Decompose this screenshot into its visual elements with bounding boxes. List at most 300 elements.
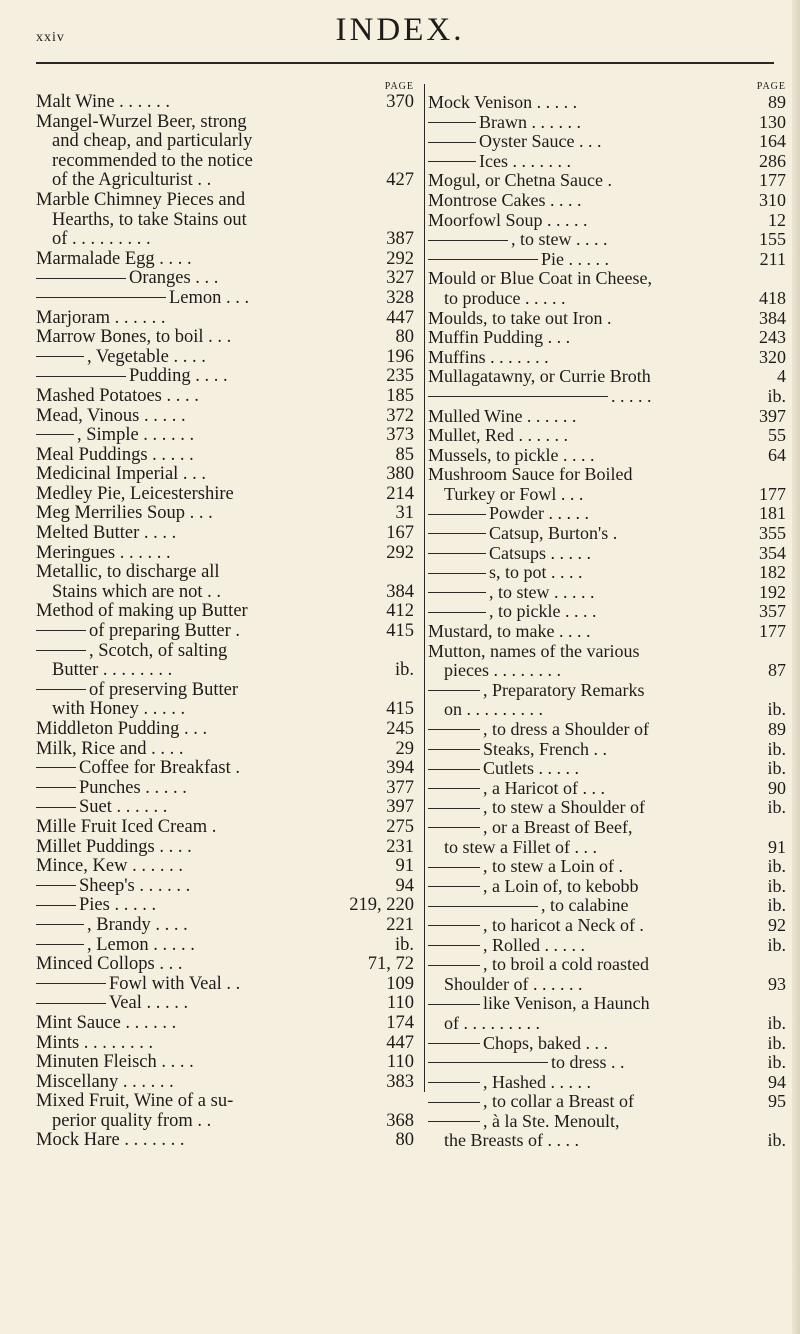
page-number: 90 (768, 777, 786, 798)
entry-text: Coffee for Breakfast . (79, 758, 240, 779)
index-entry (428, 1014, 794, 1034)
index-entry (36, 975, 422, 995)
entry-text: Suet . . . . . . (79, 797, 168, 818)
entry-text: Marjoram . . . . . . (36, 307, 166, 328)
index-entry (36, 661, 422, 681)
entry-text: Mints . . . . . . . . (36, 1032, 154, 1053)
index-entry (428, 171, 794, 191)
page-number: 370 (386, 92, 414, 112)
entry-text: , Brandy . . . . (87, 914, 188, 935)
index-entry (428, 740, 794, 760)
entry-text: Steaks, French . . (483, 738, 607, 759)
ditto-dash (428, 965, 480, 966)
entry-text: Medley Pie, Leicestershire (36, 483, 234, 504)
ditto-dash (36, 944, 84, 945)
entry-text: Marble Chimney Pieces and (36, 189, 246, 210)
page-number: 231 (386, 836, 414, 857)
header-rule (36, 62, 774, 64)
page-number: 80 (395, 1130, 414, 1151)
index-entry (36, 348, 422, 368)
entry-text: Mustard, to make . . . . (428, 621, 591, 642)
entry-text: Catsup, Burton's . (489, 523, 618, 544)
index-entry (36, 407, 422, 427)
page-number: 427 (386, 170, 414, 191)
entry-text: Meg Merrilies Soup . . . (36, 503, 213, 524)
index-entry (36, 1014, 422, 1034)
page-number: 372 (386, 405, 414, 426)
entry-text: , to broil a cold roasted (483, 954, 649, 975)
entry-text: Powder . . . . . (489, 503, 589, 524)
entry-text: , Hashed . . . . . (483, 1071, 591, 1092)
entry-text: of . . . . . . . . . (444, 1012, 540, 1033)
page-number: 87 (768, 660, 786, 681)
page-number: 397 (759, 405, 786, 426)
entry-text: perior quality from . . (52, 1110, 212, 1131)
page-number: 384 (386, 581, 414, 602)
entry-text: of . . . . . . . . . (52, 229, 151, 250)
page-number: 384 (759, 307, 786, 328)
index-entry (428, 955, 794, 975)
index-entry (428, 916, 794, 936)
index-entry (428, 132, 794, 152)
entry-text: pieces . . . . . . . . (444, 660, 561, 681)
page-number: 91 (768, 836, 786, 857)
index-entry (428, 1034, 794, 1054)
ditto-dash (36, 905, 76, 906)
ditto-dash (428, 573, 486, 574)
index-entry (36, 798, 422, 818)
index-entry (36, 622, 422, 642)
ditto-dash (428, 808, 480, 809)
entry-text: , to collar a Breast of (483, 1091, 634, 1112)
ditto-dash (428, 259, 538, 260)
page-number: 177 (759, 483, 786, 504)
entry-text: Catsups . . . . . (489, 542, 592, 563)
page-number: 245 (386, 719, 414, 739)
index-entry (36, 759, 422, 779)
index-entry (36, 818, 422, 838)
entry-text: Muffins . . . . . . . (428, 346, 549, 367)
page-number: 110 (386, 1052, 414, 1073)
ditto-dash (36, 767, 76, 768)
entry-text: Mint Sauce . . . . . . (36, 1012, 177, 1033)
entry-text: Mutton, names of the various (428, 640, 640, 661)
entry-text: Mille Fruit Iced Cream . (36, 816, 217, 837)
page-number: 109 (386, 973, 414, 994)
entry-text: , Scotch, of salting (89, 640, 228, 661)
page-number: 357 (759, 601, 786, 622)
index-entry (428, 994, 794, 1014)
entry-text: Mulled Wine . . . . . . (428, 405, 577, 426)
page-number: ib. (767, 1032, 786, 1053)
ditto-dash (36, 650, 86, 651)
index-entry (36, 426, 422, 446)
index-entry (428, 661, 794, 681)
entry-text: to dress . . (551, 1052, 625, 1073)
entry-text: Hearths, to take Stains out (52, 209, 247, 230)
index-entry (428, 700, 794, 720)
page-number: 235 (386, 366, 414, 387)
page-number: ib. (767, 856, 786, 877)
page-number: 219, 220 (349, 895, 414, 916)
page-number: 447 (386, 307, 414, 328)
ditto-dash (428, 945, 480, 946)
page-number: 377 (386, 777, 414, 798)
index-entry (428, 759, 794, 779)
index-entry (428, 896, 794, 916)
index-entry (36, 211, 422, 231)
entry-text: , to haricot a Neck of . (483, 914, 644, 935)
entry-text: Punches . . . . . (79, 777, 187, 798)
ditto-dash (36, 297, 166, 298)
entry-text: , Preparatory Remarks (483, 679, 645, 700)
index-entry (36, 132, 422, 152)
page-number: 164 (759, 131, 786, 152)
page-number: 174 (386, 1012, 414, 1033)
index-entry (428, 857, 794, 877)
entry-text: Montrose Cakes . . . . (428, 189, 582, 210)
entry-text: Mullagatawny, or Currie Broth (428, 366, 651, 387)
index-entry (428, 504, 794, 524)
index-entry (428, 485, 794, 505)
ditto-dash (428, 612, 486, 613)
ditto-dash (428, 396, 608, 397)
index-entry (36, 563, 422, 583)
entry-text: Minced Collops . . . (36, 954, 183, 975)
ditto-dash (36, 376, 126, 377)
ditto-dash (428, 925, 480, 926)
index-entry (36, 269, 422, 289)
index-entry (36, 446, 422, 466)
page-number: 412 (386, 601, 414, 622)
page-number: 167 (386, 523, 414, 544)
entry-text: , Rolled . . . . . (483, 934, 585, 955)
index-entry (36, 524, 422, 544)
ditto-dash (36, 787, 76, 788)
page-number: 415 (386, 699, 414, 720)
entry-text: like Venison, a Haunch (483, 993, 650, 1014)
entry-text: with Honey . . . . . (52, 699, 186, 720)
entry-text: Mogul, or Chetna Sauce . (428, 170, 612, 191)
index-entry (36, 720, 422, 740)
page-number: 387 (386, 229, 414, 250)
page-number: 292 (386, 248, 414, 269)
index-entry (428, 798, 794, 818)
ditto-dash (36, 924, 84, 925)
index-entry (428, 191, 794, 211)
entry-text: Sheep's . . . . . . (79, 875, 191, 896)
entry-text: on . . . . . . . . . (444, 699, 543, 720)
entry-text: Melted Butter . . . . (36, 523, 177, 544)
ditto-dash (36, 356, 84, 357)
entry-text: Butter . . . . . . . . (52, 660, 173, 681)
entry-text: Meal Puddings . . . . . (36, 444, 194, 465)
index-entry (428, 93, 794, 113)
index-entry (428, 152, 794, 172)
index-entry (36, 485, 422, 505)
index-entry (36, 1073, 422, 1093)
ditto-dash (428, 514, 486, 515)
entry-text: Mock Venison . . . . . (428, 92, 578, 112)
page-number: 95 (768, 1091, 786, 1112)
index-entry (428, 779, 794, 799)
page-number: ib. (767, 738, 786, 759)
page-number: 31 (395, 503, 414, 524)
index-entry (36, 1131, 422, 1151)
index-entry (36, 1092, 422, 1112)
ditto-dash (428, 1062, 548, 1063)
page-edge (792, 0, 800, 1334)
index-entry (428, 818, 794, 838)
entry-text: Meringues . . . . . . (36, 542, 171, 563)
page-number: 286 (759, 150, 786, 171)
index-entry (428, 250, 794, 270)
page-title: INDEX. (335, 12, 465, 48)
ditto-dash (36, 885, 76, 886)
index-entry (428, 642, 794, 662)
entry-text: of the Agriculturist . . (52, 170, 212, 191)
entry-text: Miscellany . . . . . . (36, 1071, 174, 1092)
entry-text: s, to pot . . . . (489, 562, 583, 583)
index-entry (36, 994, 422, 1014)
page-number: 310 (759, 189, 786, 210)
page-number: 275 (386, 816, 414, 837)
page-number: 55 (768, 425, 786, 446)
page-number: 211 (759, 248, 786, 269)
entry-text: , Lemon . . . . . (87, 934, 195, 955)
index-entry (428, 269, 794, 289)
entry-text: , Simple . . . . . . (77, 425, 195, 446)
page-number: 94 (395, 875, 414, 896)
page-number: 355 (759, 523, 786, 544)
index-entry (36, 230, 422, 250)
ditto-dash (428, 1004, 480, 1005)
index-entry (36, 250, 422, 270)
page-number: 89 (768, 92, 786, 112)
index-entry (36, 740, 422, 760)
index-entry (36, 171, 422, 191)
page-number: 89 (768, 719, 786, 739)
page-number: 196 (386, 346, 414, 367)
page-column-label: PAGE (756, 81, 786, 92)
ditto-dash (428, 122, 476, 123)
entry-text: , to stew . . . . (511, 229, 608, 250)
index-entry (36, 916, 422, 936)
page-number: 155 (759, 229, 786, 250)
ditto-dash (36, 1003, 106, 1004)
page-number: 177 (759, 621, 786, 642)
index-entry (428, 1092, 794, 1112)
index-entry (36, 1034, 422, 1054)
page-number: ib. (767, 385, 786, 406)
entry-text: Pies . . . . . (79, 895, 157, 916)
entry-text: Turkey or Fowl . . . (444, 483, 584, 504)
entry-text: Shoulder of . . . . . . (444, 973, 583, 994)
page-number: 4 (777, 366, 786, 387)
index-entry (428, 583, 794, 603)
entry-text: Method of making up Butter (36, 601, 248, 622)
page-number: 328 (386, 287, 414, 308)
index-entry (428, 426, 794, 446)
entry-text: Fowl with Veal . . (109, 973, 241, 994)
entry-text: , to dress a Shoulder of (483, 719, 649, 739)
page-number: ib. (767, 1130, 786, 1151)
page-number: ib. (767, 895, 786, 916)
index-entry (36, 289, 422, 309)
index-entry (36, 642, 422, 662)
ditto-dash (428, 1102, 480, 1103)
ditto-dash (428, 533, 486, 534)
entry-text: , to stew a Shoulder of (483, 797, 645, 818)
page-number: ib. (767, 1012, 786, 1033)
entry-text: to stew a Fillet of . . . (444, 836, 597, 857)
index-entry (428, 1073, 794, 1093)
page-number: 292 (386, 542, 414, 563)
page-number: 320 (759, 346, 786, 367)
index-entry (36, 191, 422, 211)
entry-text: Pie . . . . . (541, 248, 610, 269)
page-number: 94 (768, 1071, 786, 1092)
index-entry (36, 700, 422, 720)
page-folio: xxiv (36, 30, 65, 45)
index-entry (428, 544, 794, 564)
ditto-dash (428, 240, 508, 241)
index-entry (428, 524, 794, 544)
ditto-dash (428, 867, 480, 868)
entry-text: , a Haricot of . . . (483, 777, 605, 798)
entry-text: Marmalade Egg . . . . (36, 248, 192, 269)
index-entry (428, 309, 794, 329)
index-entry (428, 367, 794, 387)
entry-text: Cutlets . . . . . (483, 758, 580, 779)
index-entry (36, 152, 422, 172)
entry-text: Stains which are not . . (52, 581, 222, 602)
page-number: 373 (386, 425, 414, 446)
entry-text: Malt Wine . . . . . . (36, 92, 171, 112)
ditto-dash (428, 729, 480, 730)
index-entry (428, 230, 794, 250)
entry-text: Moorfowl Soup . . . . . (428, 209, 588, 230)
entry-text: Oyster Sauce . . . (479, 131, 602, 152)
index-column-right (428, 80, 794, 1151)
page-number: ib. (767, 699, 786, 720)
ditto-dash (36, 983, 106, 984)
entry-text: Moulds, to take out Iron . (428, 307, 612, 328)
entry-text: and cheap, and particularly (52, 131, 253, 152)
entry-text: Mashed Potatoes . . . . (36, 385, 199, 406)
index-entry (36, 955, 422, 975)
page-number: ib. (767, 875, 786, 896)
ditto-dash (428, 827, 480, 828)
index-entry (428, 211, 794, 231)
entry-text: Ices . . . . . . . (479, 150, 571, 171)
ditto-dash (36, 434, 74, 435)
ditto-dash (428, 1082, 480, 1083)
index-entry (36, 387, 422, 407)
entry-text: of preparing Butter . (89, 621, 241, 642)
ditto-dash (36, 630, 86, 631)
index-entry (36, 602, 422, 622)
entry-text: Metallic, to discharge all (36, 562, 220, 583)
index-entry (36, 681, 422, 701)
index-entry (36, 504, 422, 524)
index-entry (428, 563, 794, 583)
index-entry (36, 1053, 422, 1073)
page-number: 91 (395, 856, 414, 877)
entry-text: Brawn . . . . . . (479, 111, 581, 132)
page-number: 383 (386, 1071, 414, 1092)
index-entry (428, 289, 794, 309)
index-entry (428, 877, 794, 897)
index-entry (36, 1112, 422, 1132)
index-entry (428, 1112, 794, 1132)
page-number: 64 (768, 444, 786, 465)
page-number: ib. (767, 934, 786, 955)
index-entry (428, 838, 794, 858)
page-number: 29 (395, 738, 414, 759)
page-number: 380 (386, 464, 414, 485)
page-number: 447 (386, 1032, 414, 1053)
index-entry (36, 877, 422, 897)
entry-text: , Vegetable . . . . (87, 346, 206, 367)
page-number: ib. (767, 797, 786, 818)
page-number: 243 (759, 327, 786, 348)
entry-text: Mead, Vinous . . . . . (36, 405, 186, 426)
entry-text: Veal . . . . . (109, 993, 189, 1014)
page-number: 327 (386, 268, 414, 289)
entry-text: of preserving Butter (89, 679, 238, 700)
page-number: 185 (386, 385, 414, 406)
page-number: 177 (759, 170, 786, 191)
ditto-dash (428, 769, 480, 770)
ditto-dash (428, 553, 486, 554)
entry-text: Millet Puddings . . . . (36, 836, 192, 857)
entry-text: to produce . . . . . (444, 287, 566, 308)
index-entry (36, 367, 422, 387)
entry-text: Minuten Fleisch . . . . (36, 1052, 194, 1073)
ditto-dash (36, 807, 76, 808)
ditto-dash (428, 1043, 480, 1044)
index-entry (428, 720, 794, 740)
entry-text: Mullet, Red . . . . . . (428, 425, 568, 446)
page-number: ib. (767, 1052, 786, 1073)
page-number: 181 (759, 503, 786, 524)
index-entry (36, 113, 422, 133)
entry-text: Mince, Kew . . . . . . (36, 856, 183, 877)
index-entry (36, 583, 422, 603)
page-number: 85 (395, 444, 414, 465)
entry-text: Marrow Bones, to boil . . . (36, 327, 232, 348)
entry-text: Mushroom Sauce for Boiled (428, 464, 633, 485)
index-entry (428, 1053, 794, 1073)
entry-text: Mixed Fruit, Wine of a su- (36, 1091, 234, 1112)
index-entry (428, 113, 794, 133)
entry-text: , a Loin of, to kebobb (483, 875, 639, 896)
page-number: 130 (759, 111, 786, 132)
entry-text: Middleton Pudding . . . (36, 719, 208, 739)
index-entry (36, 838, 422, 858)
index-entry (428, 936, 794, 956)
index-column-left (36, 80, 422, 1151)
ditto-dash (428, 886, 480, 887)
index-entry (36, 936, 422, 956)
ditto-dash (428, 788, 480, 789)
ditto-dash (428, 142, 476, 143)
ditto-dash (428, 906, 538, 907)
index-entry (428, 1131, 794, 1151)
entry-text: Mould or Blue Coat in Cheese, (428, 268, 652, 289)
ditto-dash (36, 689, 86, 690)
